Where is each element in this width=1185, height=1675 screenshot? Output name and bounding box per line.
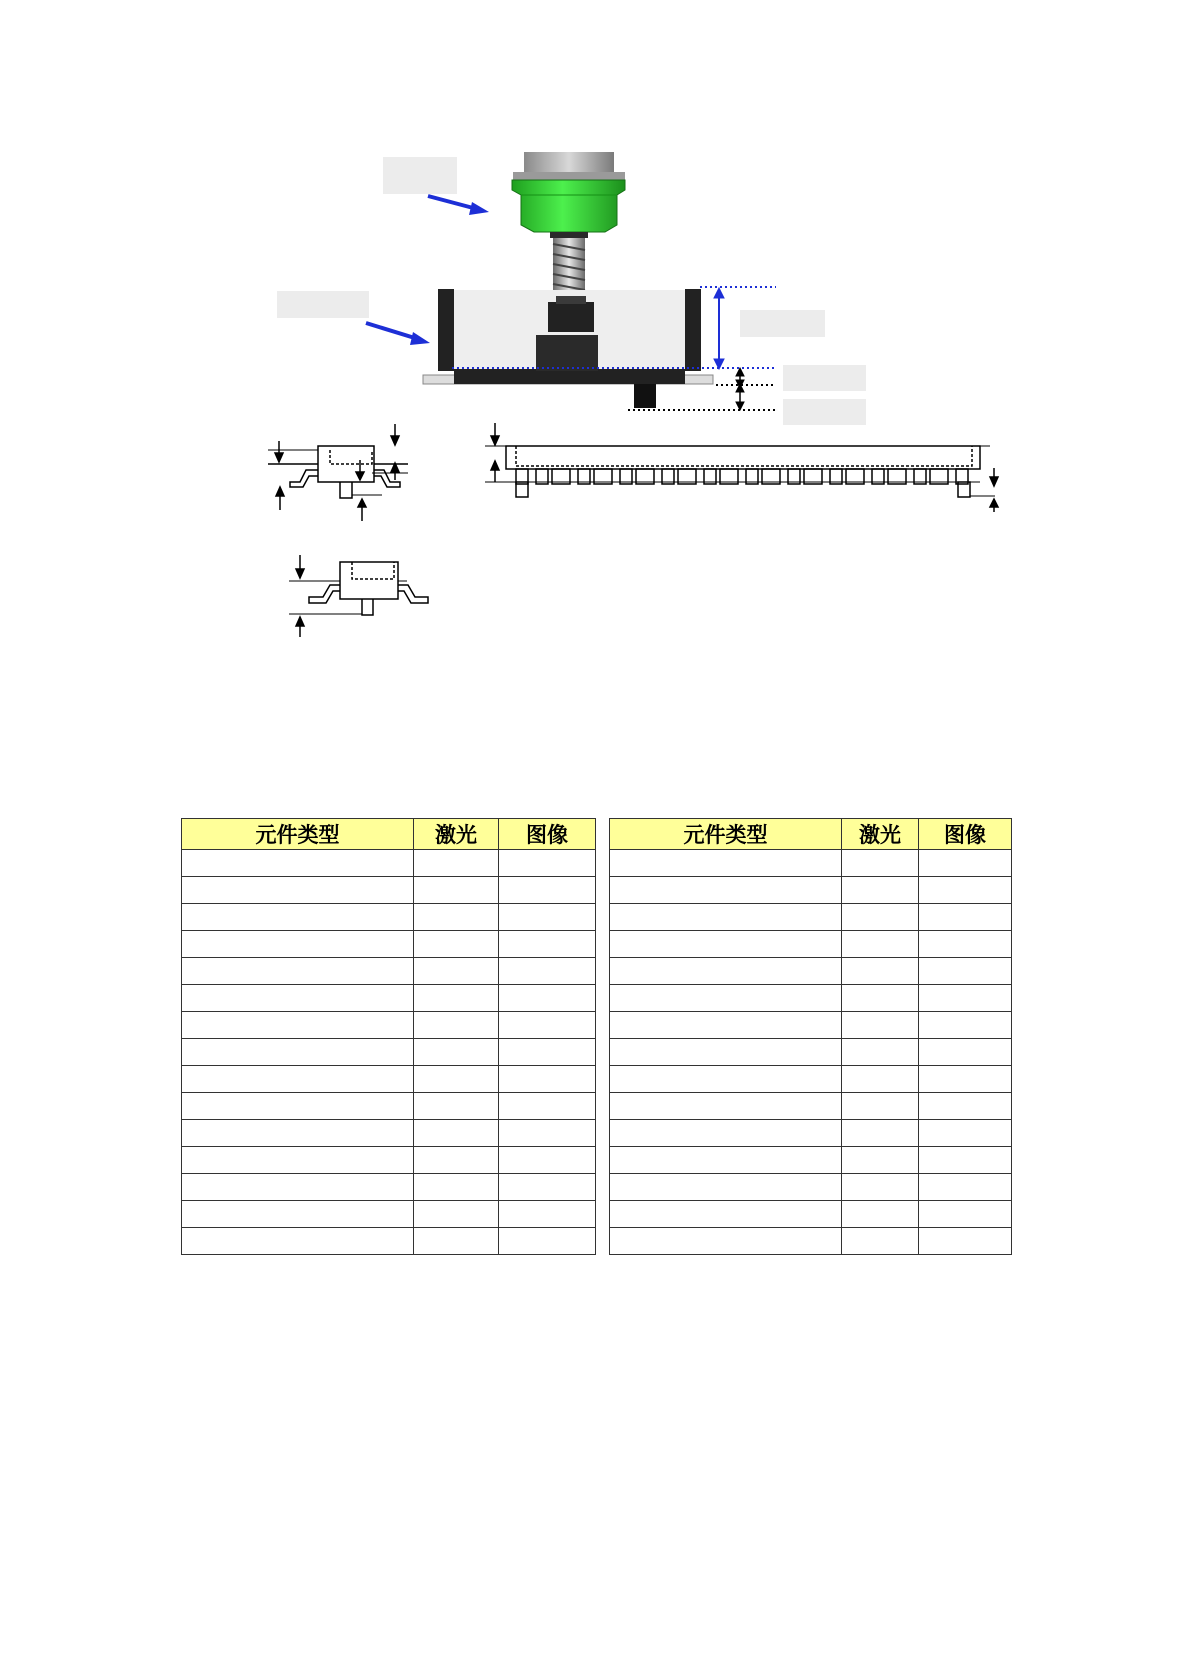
cell-component-type bbox=[182, 1120, 414, 1147]
table-row bbox=[182, 1174, 596, 1201]
table-row bbox=[182, 1120, 596, 1147]
cell-image bbox=[919, 1039, 1012, 1066]
cell-component-type bbox=[610, 1039, 842, 1066]
cell-image bbox=[919, 985, 1012, 1012]
cell-laser bbox=[842, 1201, 919, 1228]
cell-component-type bbox=[182, 1201, 414, 1228]
nozzle-head bbox=[512, 152, 625, 238]
nozzle-component-diagram bbox=[0, 0, 1185, 680]
cell-laser bbox=[414, 1012, 499, 1039]
cell-component-type bbox=[182, 1147, 414, 1174]
table-row bbox=[182, 1228, 596, 1255]
header-laser: 激光 bbox=[414, 819, 499, 850]
cell-component-type bbox=[610, 904, 842, 931]
component-type-table-left bbox=[181, 818, 596, 1255]
cell-component-type bbox=[182, 877, 414, 904]
cell-laser bbox=[842, 1174, 919, 1201]
cell-image bbox=[499, 877, 596, 904]
cell-component-type bbox=[182, 1174, 414, 1201]
cell-component-type bbox=[610, 850, 842, 877]
cell-component-type bbox=[610, 985, 842, 1012]
cell-laser bbox=[842, 904, 919, 931]
table-row bbox=[182, 850, 596, 877]
table-row bbox=[182, 1012, 596, 1039]
table-row bbox=[182, 1093, 596, 1120]
component-section-sot23-dims bbox=[296, 555, 304, 637]
cell-image bbox=[499, 1093, 596, 1120]
cell-laser bbox=[842, 850, 919, 877]
cell-component-type bbox=[182, 1093, 414, 1120]
cell-image bbox=[499, 1039, 596, 1066]
cell-component-type bbox=[182, 1039, 414, 1066]
table-row bbox=[610, 985, 1012, 1012]
cell-laser bbox=[414, 1201, 499, 1228]
component-section-sot23 bbox=[289, 562, 428, 615]
cell-image bbox=[919, 1093, 1012, 1120]
cell-image bbox=[919, 1147, 1012, 1174]
cell-component-type bbox=[610, 1120, 842, 1147]
label-box-gap bbox=[783, 365, 866, 391]
table-row bbox=[182, 1039, 596, 1066]
cell-component-type bbox=[182, 958, 414, 985]
cell-laser bbox=[414, 985, 499, 1012]
cell-laser bbox=[414, 1228, 499, 1255]
cell-component-type bbox=[610, 1066, 842, 1093]
header-image: 图像 bbox=[919, 819, 1012, 850]
cell-laser bbox=[842, 1039, 919, 1066]
cell-laser bbox=[414, 1147, 499, 1174]
cell-laser bbox=[842, 1147, 919, 1174]
label-box-tray bbox=[277, 291, 369, 318]
table-header-row bbox=[182, 819, 596, 850]
cell-image bbox=[919, 931, 1012, 958]
table-header-row bbox=[610, 819, 1012, 850]
cell-laser bbox=[414, 850, 499, 877]
table-row bbox=[610, 931, 1012, 958]
table-row bbox=[182, 1147, 596, 1174]
cell-image bbox=[919, 1012, 1012, 1039]
component-section-sot bbox=[268, 446, 408, 498]
cell-image bbox=[919, 1174, 1012, 1201]
thickness-dimensions bbox=[736, 368, 744, 410]
cell-component-type bbox=[182, 931, 414, 958]
cell-component-type bbox=[182, 904, 414, 931]
cell-laser bbox=[414, 958, 499, 985]
cell-laser bbox=[414, 1120, 499, 1147]
table-row bbox=[610, 958, 1012, 985]
table-row bbox=[610, 1120, 1012, 1147]
cell-image bbox=[919, 1066, 1012, 1093]
header-laser: 激光 bbox=[842, 819, 919, 850]
table-row bbox=[610, 1174, 1012, 1201]
cell-component-type bbox=[610, 1012, 842, 1039]
table-row bbox=[610, 877, 1012, 904]
table-row bbox=[182, 877, 596, 904]
cell-laser bbox=[842, 1012, 919, 1039]
cell-image bbox=[499, 1066, 596, 1093]
cell-laser bbox=[414, 1039, 499, 1066]
cell-component-type bbox=[610, 1201, 842, 1228]
cell-laser bbox=[414, 904, 499, 931]
cell-image bbox=[499, 1147, 596, 1174]
cell-laser bbox=[414, 1066, 499, 1093]
table-row bbox=[610, 1066, 1012, 1093]
component-type-table-right bbox=[609, 818, 1012, 1255]
cell-laser bbox=[842, 931, 919, 958]
table-row bbox=[182, 958, 596, 985]
table-row bbox=[610, 1147, 1012, 1174]
cell-image bbox=[499, 850, 596, 877]
cell-image bbox=[499, 1201, 596, 1228]
cell-laser bbox=[842, 877, 919, 904]
cell-image bbox=[499, 904, 596, 931]
cell-component-type bbox=[610, 1228, 842, 1255]
height-dimension bbox=[714, 288, 724, 369]
cell-image bbox=[919, 877, 1012, 904]
cell-laser bbox=[842, 958, 919, 985]
cell-laser bbox=[842, 1120, 919, 1147]
table-row bbox=[610, 1012, 1012, 1039]
cell-component-type bbox=[610, 958, 842, 985]
cell-component-type bbox=[610, 877, 842, 904]
picked-component bbox=[634, 384, 656, 408]
table-row bbox=[610, 850, 1012, 877]
cell-component-type bbox=[610, 1093, 842, 1120]
table-row bbox=[182, 1201, 596, 1228]
table-row bbox=[182, 1066, 596, 1093]
cell-component-type bbox=[182, 1228, 414, 1255]
cell-image bbox=[499, 1174, 596, 1201]
cell-image bbox=[499, 958, 596, 985]
cell-image bbox=[919, 850, 1012, 877]
table-row bbox=[182, 904, 596, 931]
cell-image bbox=[499, 931, 596, 958]
table-row bbox=[182, 931, 596, 958]
cell-image bbox=[919, 958, 1012, 985]
cell-image bbox=[499, 1120, 596, 1147]
header-component-type: 元件类型 bbox=[610, 819, 842, 850]
cell-image bbox=[919, 1201, 1012, 1228]
cell-component-type bbox=[610, 931, 842, 958]
cell-component-type bbox=[182, 1012, 414, 1039]
cell-component-type bbox=[182, 850, 414, 877]
cell-image bbox=[499, 1228, 596, 1255]
cell-image bbox=[499, 985, 596, 1012]
label-box-thickness bbox=[783, 399, 866, 425]
cell-laser bbox=[414, 931, 499, 958]
cell-laser bbox=[842, 1066, 919, 1093]
header-image: 图像 bbox=[499, 819, 596, 850]
cell-component-type bbox=[610, 1147, 842, 1174]
cell-laser bbox=[414, 877, 499, 904]
label-box-nozzle bbox=[383, 157, 457, 194]
cell-laser bbox=[842, 985, 919, 1012]
cell-laser bbox=[414, 1174, 499, 1201]
cell-laser bbox=[842, 1228, 919, 1255]
table-row bbox=[610, 1093, 1012, 1120]
cell-image bbox=[919, 1120, 1012, 1147]
component-section-connector bbox=[485, 446, 995, 497]
cell-image bbox=[919, 1228, 1012, 1255]
table-row bbox=[182, 985, 596, 1012]
cell-component-type bbox=[610, 1174, 842, 1201]
cell-image bbox=[919, 904, 1012, 931]
cell-image bbox=[499, 1012, 596, 1039]
table-row bbox=[610, 904, 1012, 931]
label-box-height bbox=[740, 310, 825, 337]
table-row bbox=[610, 1228, 1012, 1255]
header-component-type: 元件类型 bbox=[182, 819, 414, 850]
table-row bbox=[610, 1039, 1012, 1066]
cell-laser bbox=[414, 1093, 499, 1120]
cell-component-type bbox=[182, 1066, 414, 1093]
cell-component-type bbox=[182, 985, 414, 1012]
table-row bbox=[610, 1201, 1012, 1228]
cell-laser bbox=[842, 1093, 919, 1120]
